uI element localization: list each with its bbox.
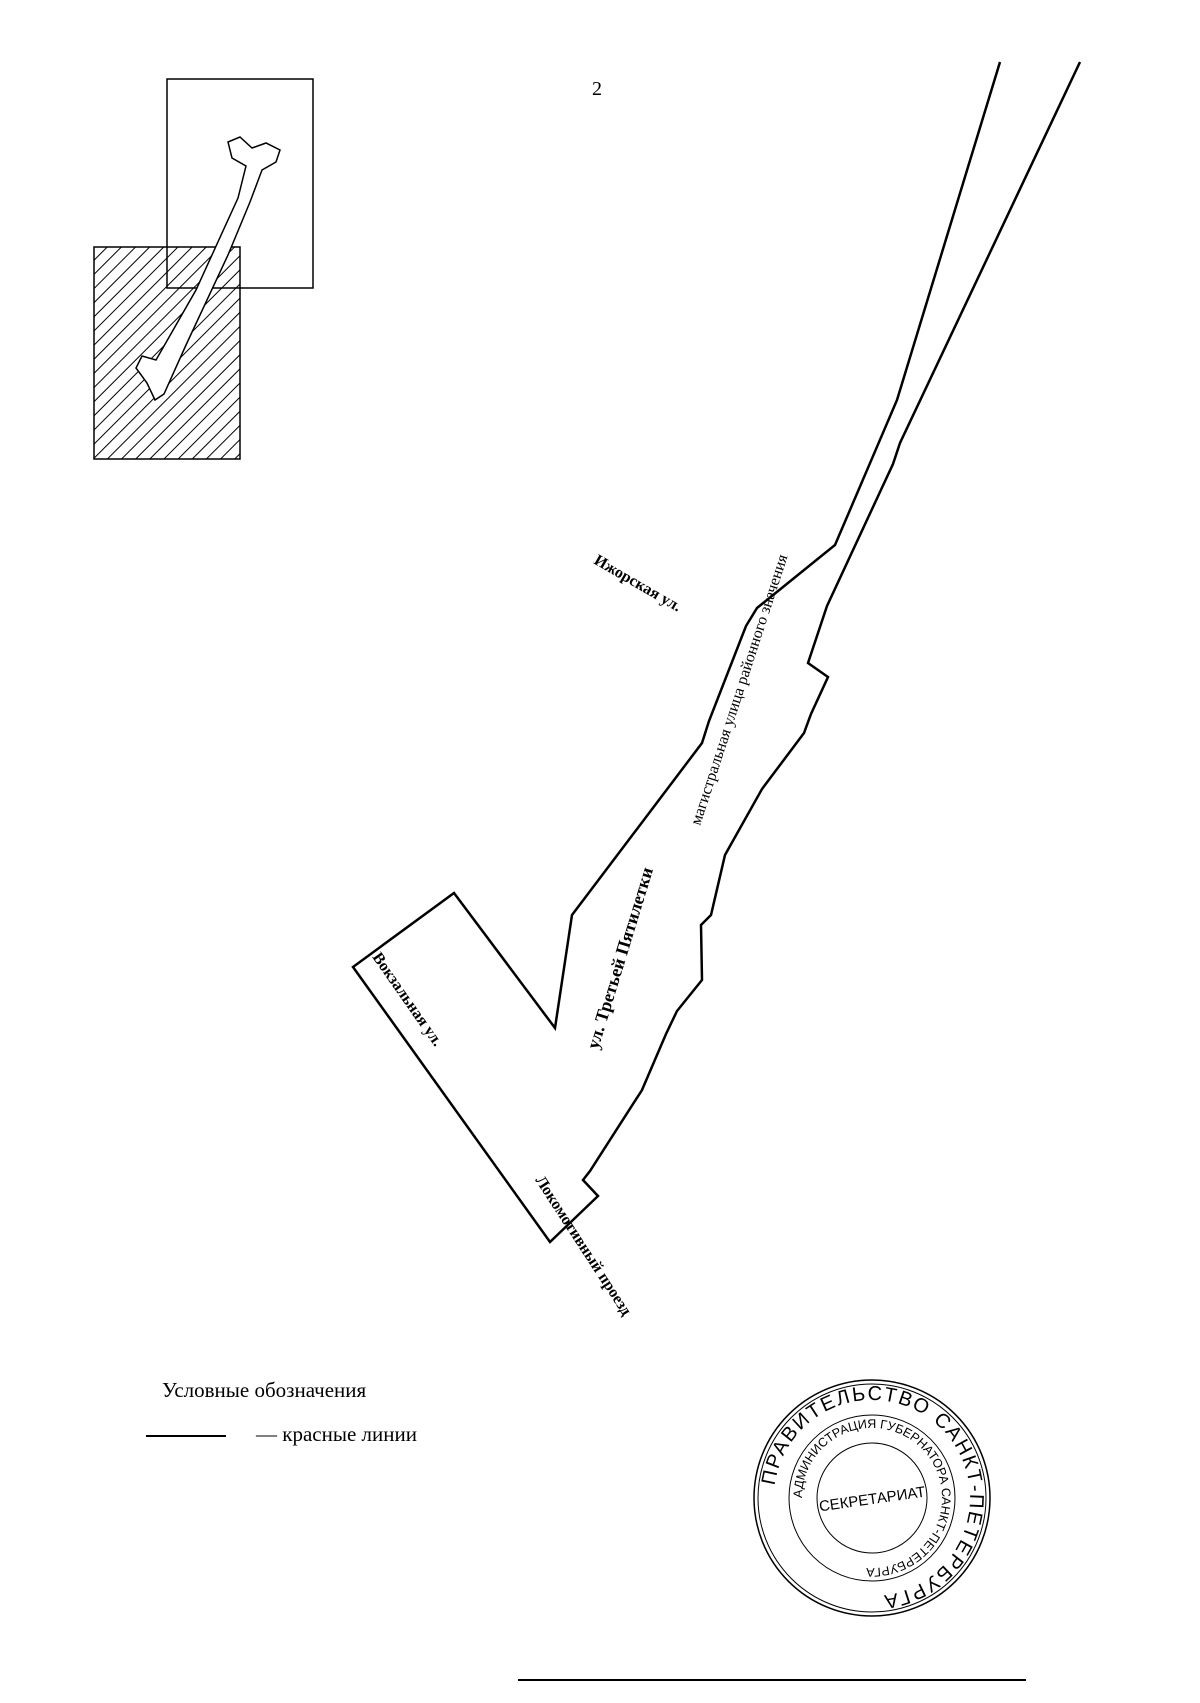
street-label-izhorskaya: Ижорская ул. (591, 551, 685, 616)
seal-outer-text: ПРАВИТЕЛЬСТВО САНКТ-ПЕТЕРБУРГА (757, 1382, 988, 1613)
street-label-lokomotivny: Локомотивный проезд (531, 1172, 635, 1319)
inset-key-map (94, 79, 313, 459)
legend-title: Условные обозначения (162, 1378, 367, 1402)
red-line (353, 62, 1080, 1242)
seal-inner-text: АДМИНИСТРАЦИЯ ГУБЕРНАТОРА САНКТ-ПЕТЕРБУРГА (790, 1416, 954, 1580)
street-label-vokzalnaya: Вокзальная ул. (368, 949, 446, 1050)
official-seal (752, 1378, 992, 1618)
page-number: 2 (592, 78, 602, 100)
bottom-rule (518, 1679, 1026, 1681)
legend-line-symbol (146, 1435, 226, 1437)
street-label-tretey-pyatiletki: ул. Третьей Пятилетки (582, 864, 658, 1052)
legend-item-red-lines (146, 1422, 466, 1450)
red-lines-boundary (353, 62, 1080, 1242)
legend-item-label: — красные линии (256, 1422, 417, 1446)
seal-center-text: СЕКРЕТАРИАТ (818, 1483, 927, 1516)
street-label-magistral: магистральная улица районного значения (687, 552, 792, 828)
